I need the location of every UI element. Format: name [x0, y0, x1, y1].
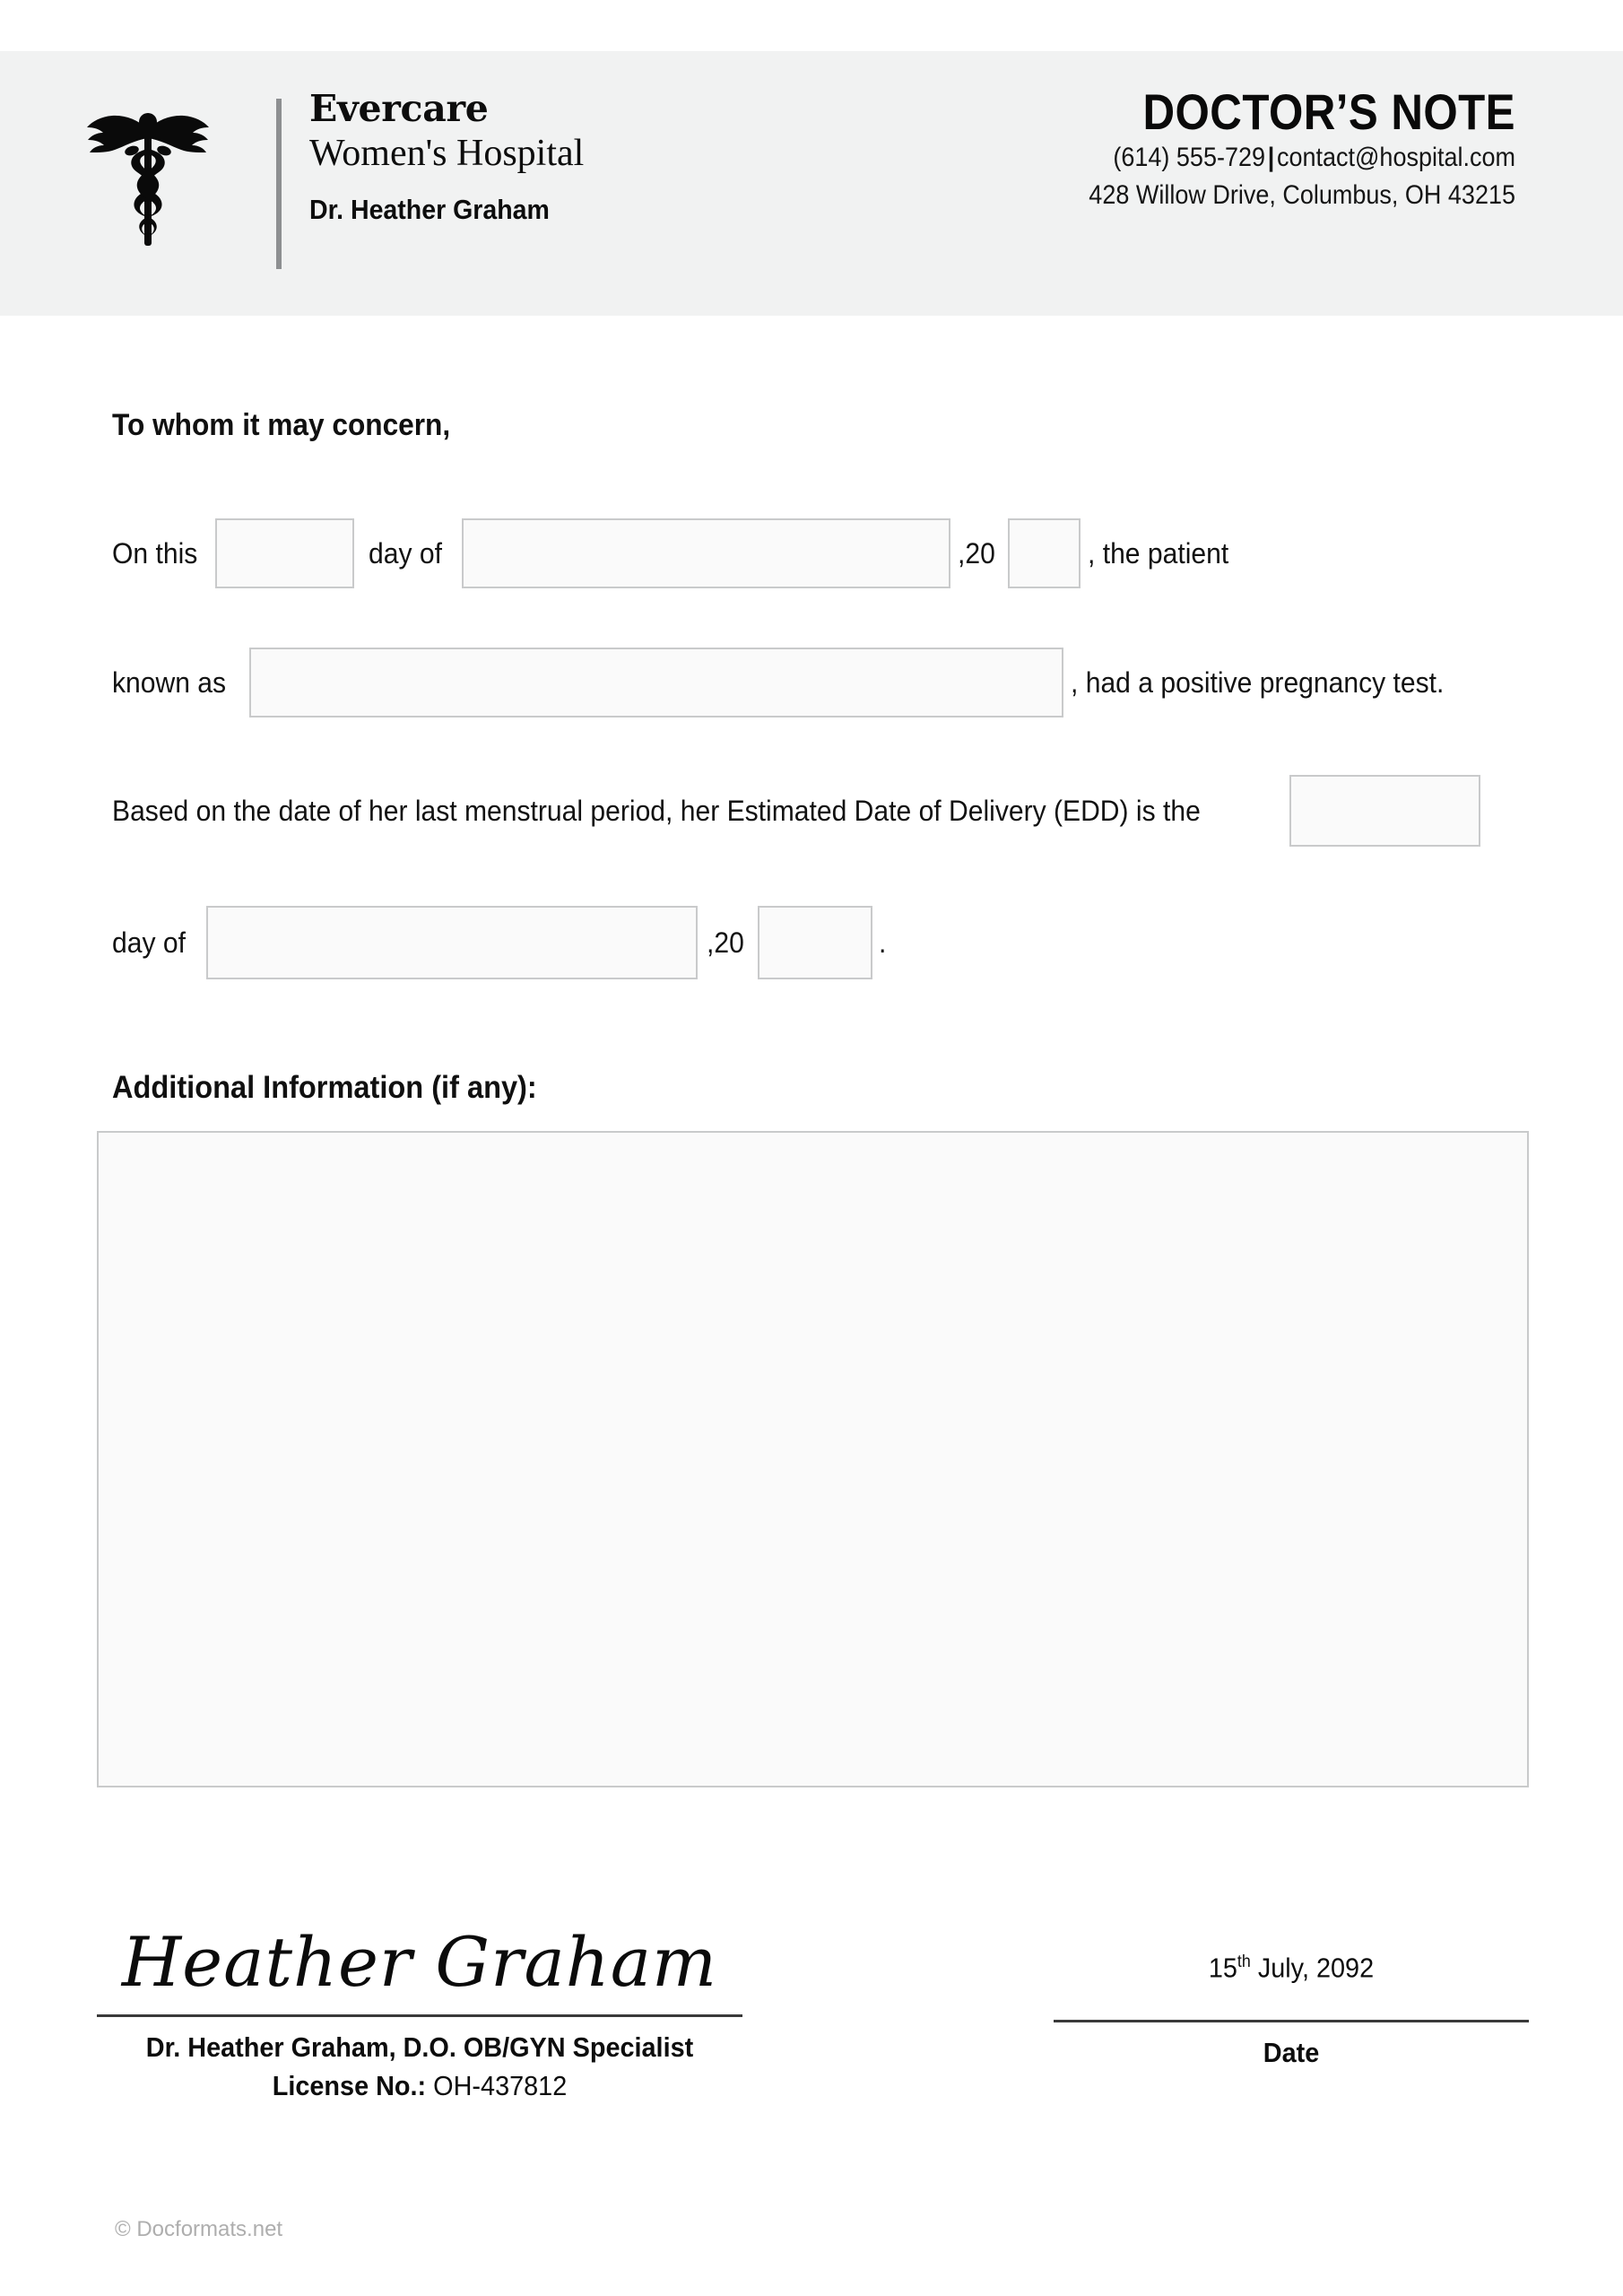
- license-line: [119, 2067, 720, 2105]
- license-label: License No.:: [272, 2070, 427, 2101]
- handwritten-signature: Heather Graham: [121, 1922, 718, 2002]
- edd-day-field[interactable]: [1289, 775, 1480, 847]
- signed-date: [1071, 1919, 1513, 2011]
- date-month-year: July, 2092: [1250, 1952, 1375, 1984]
- additional-information-heading: Additional Information (if any):: [112, 1070, 537, 1105]
- statement-line-1: [112, 518, 1237, 588]
- contact-phone-email: [886, 139, 1515, 177]
- the-patient-label: , the patient: [1088, 536, 1229, 570]
- date-rule: [1054, 2020, 1529, 2022]
- page-title: DOCTOR’S NOTE: [1142, 83, 1515, 140]
- month-field[interactable]: [462, 518, 950, 588]
- date-ordinal-suffix: th: [1237, 1952, 1251, 1971]
- signature-block: [97, 1919, 742, 2105]
- brand-subname: Women's Hospital: [309, 133, 585, 174]
- brand-block: [309, 88, 883, 226]
- phone-number: (614) 555-729: [1113, 143, 1265, 172]
- edd-year-field[interactable]: [758, 906, 872, 979]
- street-address: 428 Willow Drive, Columbus, OH 43215: [1089, 180, 1515, 210]
- year-prefix-label: ,20: [957, 536, 995, 570]
- salutation: To whom it may concern,: [112, 408, 451, 442]
- sentence-period: .: [878, 926, 887, 959]
- edd-year-prefix-label: ,20: [707, 926, 744, 959]
- positive-pregnancy-test-label: , had a positive pregnancy test.: [1071, 665, 1445, 699]
- footer-credit: © Docformats.net: [115, 2217, 283, 2241]
- day-field[interactable]: [215, 518, 354, 588]
- contact-separator: |: [1267, 143, 1275, 172]
- day-of-label: day of: [369, 536, 443, 570]
- caduceus-icon: [85, 97, 211, 249]
- email-address: contact@hospital.com: [1276, 143, 1515, 172]
- printed-doctor-name: Dr. Heather Graham, D.O. OB/GYN Specialist: [145, 2031, 694, 2063]
- header-right-block: [816, 85, 1515, 214]
- date-caption: Date: [1263, 2037, 1320, 2069]
- edd-sentence-label: Based on the date of her last menstrual period, her Estimated Date of Delivery (EDD) is the: [112, 794, 1201, 827]
- edd-month-field[interactable]: [206, 906, 698, 979]
- patient-name-field[interactable]: [249, 648, 1063, 718]
- statement-line-3: [112, 775, 1480, 847]
- edd-day-of-label: day of: [112, 926, 186, 959]
- additional-information-field[interactable]: [97, 1131, 1529, 1787]
- on-this-label: On this: [112, 536, 198, 570]
- signature-rule: [97, 2014, 742, 2017]
- brand-name: Evercare: [309, 87, 489, 130]
- year-field[interactable]: [1008, 518, 1081, 588]
- known-as-label: known as: [112, 665, 227, 699]
- date-block: [1054, 1919, 1529, 2073]
- license-number: OH-437812: [433, 2070, 568, 2101]
- header-vertical-divider: [276, 99, 282, 269]
- statement-line-2: [112, 648, 1468, 718]
- date-day: 15: [1208, 1952, 1237, 1984]
- header-doctor-name: Dr. Heather Graham: [309, 194, 550, 225]
- statement-line-4: [112, 906, 887, 979]
